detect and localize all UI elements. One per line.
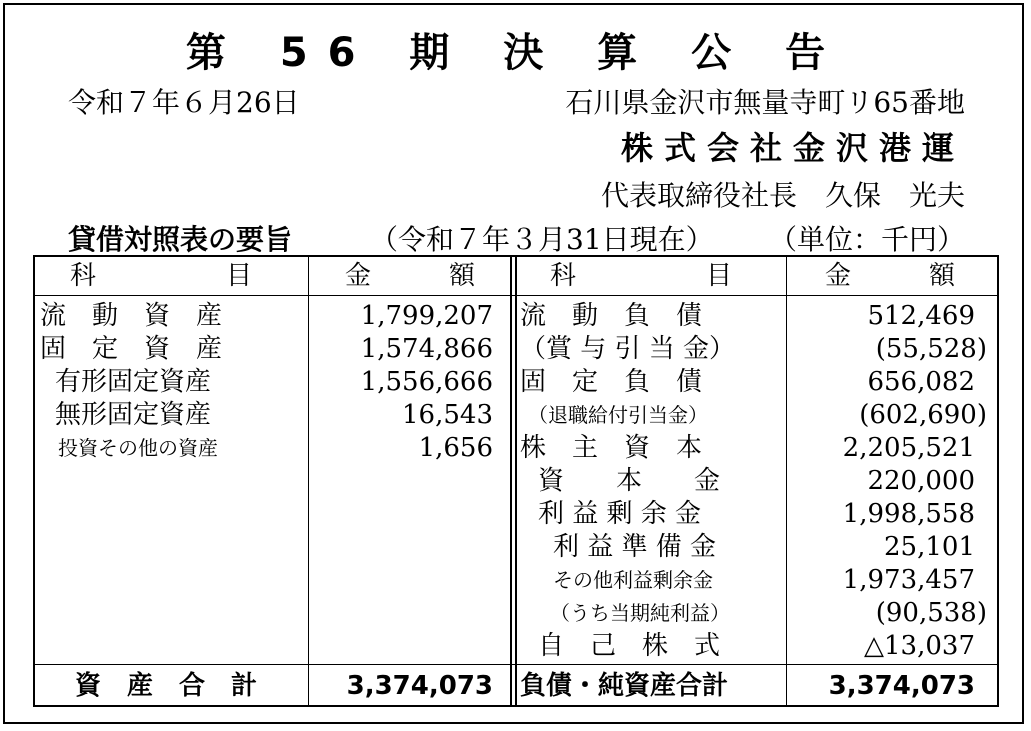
total-divider (33, 664, 999, 665)
right-row-label: 資 本 金 (538, 466, 721, 496)
company-name: 株式会社金沢港運 (620, 129, 965, 167)
right-row-label: その他利益剰余金 (553, 568, 713, 592)
header-left-amount: 金 額 (345, 261, 476, 291)
right-row-label: 利 益 準 備 金 (553, 532, 717, 562)
header-divider (33, 295, 999, 296)
as-of-date: （令和７年３月31日現在） (370, 223, 714, 256)
left-row-label: 流 動 資 産 (40, 301, 223, 331)
left-row-value: 1,556,666 (360, 367, 493, 397)
right-row-label: 利 益 剰 余 金 (538, 499, 702, 529)
left-row-value: 1,656 (418, 433, 493, 463)
notice-date: 令和７年６月26日 (68, 86, 300, 119)
header-right-amount: 金 額 (825, 261, 956, 291)
right-row-value: △13,037 (864, 631, 975, 661)
representative: 代表取締役社長 久保 光夫 (600, 179, 965, 212)
right-row-label: 流 動 負 債 (520, 301, 703, 331)
left-row-value: 16,543 (402, 400, 493, 430)
balance-sheet-title: 貸借対照表の要旨 (68, 223, 293, 256)
left-row-label: 固 定 資 産 (40, 334, 223, 364)
right-row-label: （うち当期純利益） (550, 601, 730, 625)
right-row-value: 512,469 (867, 301, 975, 331)
right-row-value: (602,690) (859, 400, 987, 430)
right-row-value: (90,538) (875, 598, 987, 628)
right-row-value: 25,101 (884, 532, 975, 562)
left-row-label: 投資その他の資産 (58, 436, 218, 460)
column-divider (510, 255, 512, 707)
total-assets-value: 3,374,073 (346, 671, 493, 701)
unit-label: （単位：千円） (768, 223, 965, 256)
right-row-value: 2,205,521 (842, 433, 975, 463)
header-left-item: 科 目 (70, 261, 253, 291)
company-address: 石川県金沢市無量寺町リ65番地 (565, 86, 965, 119)
right-row-label: 自 己 株 式 (538, 631, 721, 661)
right-row-label: 株 主 資 本 (520, 433, 703, 463)
right-row-value: 220,000 (867, 466, 975, 496)
right-row-value: (55,528) (875, 334, 987, 364)
right-row-label: 固 定 負 債 (520, 367, 703, 397)
left-row-label: 無形固定資産 (55, 400, 212, 430)
header-right-item: 科 目 (550, 261, 733, 291)
right-row-label: （賞 与 引 当 金） (520, 334, 736, 364)
column-divider (786, 255, 787, 707)
right-row-label: （退職給付引当金） (528, 403, 708, 427)
notice-title: 第 56 期 決 算 公 告 (185, 30, 846, 76)
left-row-label: 有形固定資産 (55, 367, 212, 397)
left-row-value: 1,574,866 (360, 334, 493, 364)
column-divider (515, 255, 517, 707)
column-divider (308, 255, 309, 707)
total-assets-label: 資 産 合 計 (75, 671, 258, 701)
right-row-value: 656,082 (867, 367, 975, 397)
left-row-value: 1,799,207 (360, 301, 493, 331)
total-liabilities-value: 3,374,073 (828, 671, 975, 701)
right-row-value: 1,998,558 (842, 499, 975, 529)
total-liabilities-label: 負債・純資産合計 (520, 671, 729, 701)
right-row-value: 1,973,457 (842, 565, 975, 595)
